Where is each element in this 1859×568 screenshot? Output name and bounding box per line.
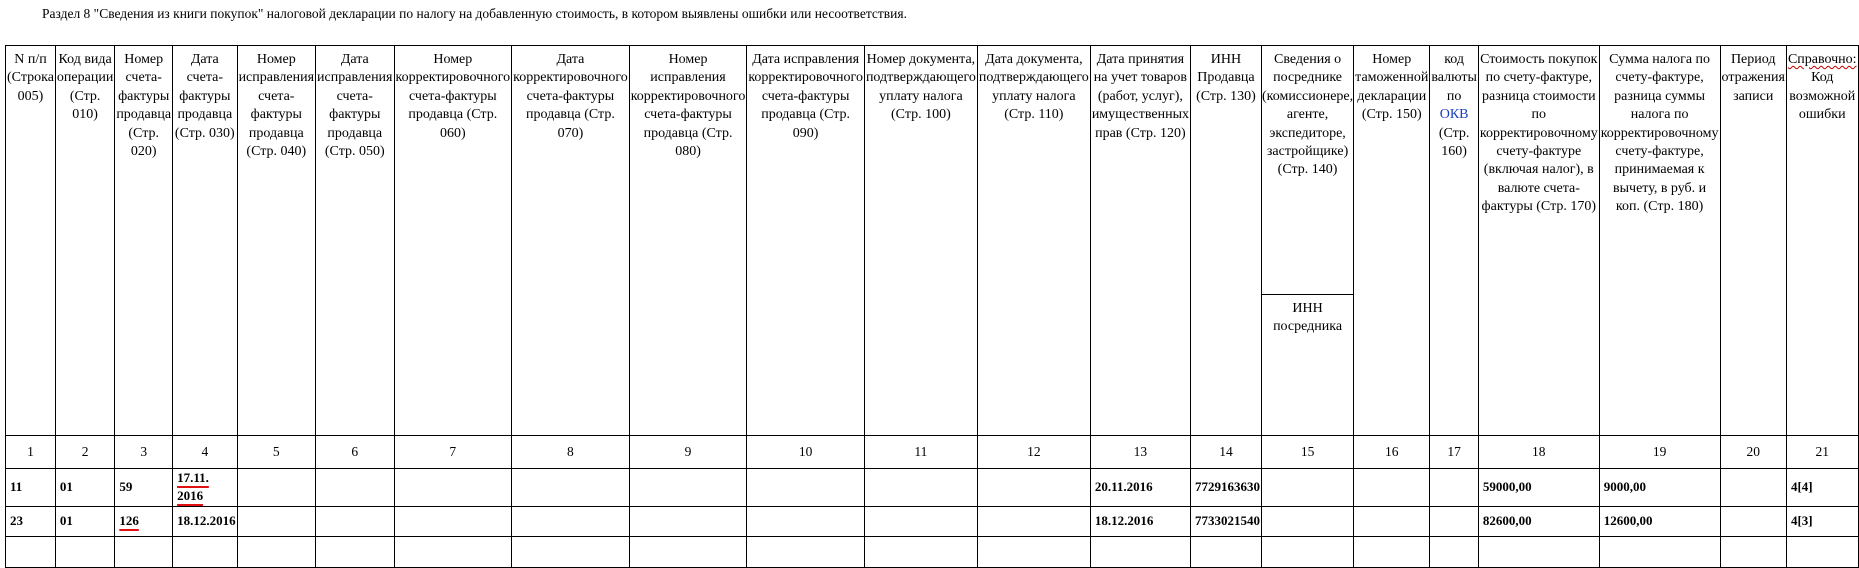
empty-cell — [747, 469, 865, 507]
empty-cell — [864, 506, 977, 536]
header-cell: Номер документа, подтверждающего уплату налога (Стр. 100) — [864, 46, 977, 436]
tax-cell: 9000,00 — [1599, 469, 1720, 507]
empty-cell — [1430, 506, 1479, 536]
intermediary-inn-header: ИНН посредника — [1273, 301, 1343, 335]
currency-label: код валюты по — [1431, 52, 1477, 104]
header-cell: N п/п (Строка 005) — [6, 46, 56, 436]
invoice-date-cell — [173, 469, 238, 507]
tax-cell: 12600,00 — [1599, 506, 1720, 536]
header-cell-intermediary — [1261, 46, 1353, 436]
empty-cell — [1786, 536, 1858, 567]
cost-cell: 59000,00 — [1478, 469, 1599, 507]
header-cell: Дата корректировочного счета-фактуры продавца (Стр. 070) — [512, 46, 630, 436]
empty-cell — [977, 536, 1090, 567]
column-number: 6 — [316, 436, 394, 469]
purchase-book-table — [5, 45, 1859, 568]
empty-cell — [237, 469, 315, 507]
header-cell: Дата документа, подтверждающего уплату налога (Стр. 110) — [977, 46, 1090, 436]
header-cell: Номер исправления корректировочного счета-фактуры продавца (Стр. 080) — [629, 46, 747, 436]
header-cell: Дата счета-фактуры продавца (Стр. 030) — [173, 46, 238, 436]
row-number-cell: 11 — [6, 469, 56, 507]
header-cell-currency — [1430, 46, 1479, 436]
column-number: 17 — [1430, 436, 1479, 469]
table-row — [6, 469, 1859, 507]
invoice-number-value: 126 — [119, 513, 139, 529]
empty-cell — [394, 536, 512, 567]
header-cell: Код вида операции (Стр. 010) — [55, 46, 114, 436]
header-cell: Дата исправления корректировочного счета-фактуры продавца (Стр. 090) — [747, 46, 865, 436]
header-cell: Период отражения записи — [1720, 46, 1786, 436]
empty-cell — [316, 536, 394, 567]
accept-date-cell: 18.12.2016 — [1090, 506, 1190, 536]
empty-cell — [316, 469, 394, 507]
empty-cell — [1430, 469, 1479, 507]
seller-inn-cell: 7729163630 — [1190, 469, 1261, 507]
row-number-cell: 23 — [6, 506, 56, 536]
okv-link[interactable]: ОКВ — [1439, 107, 1469, 123]
invoice-date-cell: 18.12.2016 — [173, 506, 238, 536]
header-cell: Дата принятия на учет товаров (работ, услуг), имущественных прав (Стр. 120) — [1090, 46, 1190, 436]
empty-cell — [55, 536, 114, 567]
empty-cell — [394, 469, 512, 507]
column-number: 11 — [864, 436, 977, 469]
empty-row — [6, 536, 1859, 567]
empty-cell — [1261, 506, 1353, 536]
empty-cell — [1599, 536, 1720, 567]
empty-cell — [512, 469, 630, 507]
header-cell: Сумма налога по счету-фактуре, разница суммы налога по корректировочному счету-фактуре, принимаемая к вычету, в руб. и коп. (Стр. 180) — [1599, 46, 1720, 436]
column-number: 19 — [1599, 436, 1720, 469]
empty-cell — [1720, 536, 1786, 567]
column-number: 20 — [1720, 436, 1786, 469]
header-cell: Номер таможенной декларации (Стр. 150) — [1354, 46, 1430, 436]
empty-cell — [629, 469, 747, 507]
empty-cell — [629, 506, 747, 536]
header-cell: Номер исправления счета-фактуры продавца (Стр. 040) — [237, 46, 315, 436]
column-number: 7 — [394, 436, 512, 469]
column-number: 13 — [1090, 436, 1190, 469]
empty-cell — [1720, 469, 1786, 507]
operation-code-cell: 01 — [55, 506, 114, 536]
column-number: 5 — [237, 436, 315, 469]
header-row — [6, 46, 1859, 436]
error-code-cell: 4[3] — [1786, 506, 1858, 536]
empty-cell — [864, 469, 977, 507]
empty-cell — [629, 536, 747, 567]
cost-cell: 82600,00 — [1478, 506, 1599, 536]
empty-cell — [1090, 536, 1190, 567]
column-number: 18 — [1478, 436, 1599, 469]
column-number: 10 — [747, 436, 865, 469]
currency-line-ref: (Стр. 160) — [1438, 125, 1470, 160]
empty-cell — [1354, 469, 1430, 507]
empty-cell — [1354, 536, 1430, 567]
empty-cell — [1478, 536, 1599, 567]
empty-cell — [316, 506, 394, 536]
empty-cell — [747, 536, 865, 567]
empty-cell — [115, 536, 173, 567]
empty-cell — [394, 506, 512, 536]
column-number-row — [6, 436, 1859, 469]
empty-cell — [864, 536, 977, 567]
empty-cell — [237, 536, 315, 567]
empty-cell — [1190, 536, 1261, 567]
operation-code-cell: 01 — [55, 469, 114, 507]
empty-cell — [747, 506, 865, 536]
accept-date-cell: 20.11.2016 — [1090, 469, 1190, 507]
empty-cell — [977, 469, 1090, 507]
empty-cell — [1261, 536, 1353, 567]
intermediary-info-header: Сведения о посреднике (комиссионере, агенте, экспедиторе, застройщике) (Стр. 140) — [1262, 46, 1353, 295]
empty-cell — [237, 506, 315, 536]
empty-cell — [512, 536, 630, 567]
empty-cell — [1430, 536, 1479, 567]
column-number: 21 — [1786, 436, 1858, 469]
table-row — [6, 506, 1859, 536]
empty-cell — [1261, 469, 1353, 507]
invoice-date-value: 17.11. 2016 — [177, 470, 209, 504]
invoice-number-cell — [115, 506, 173, 536]
empty-cell — [977, 506, 1090, 536]
seller-inn-cell: 7733021540 — [1190, 506, 1261, 536]
header-cell-error-code — [1786, 46, 1858, 436]
section-title: Раздел 8 "Сведения из книги покупок" налоговой декларации по налогу на добавленную стоимость, в котором выявлены ошибки или несоответствия. — [42, 6, 907, 21]
column-number: 4 — [173, 436, 238, 469]
empty-cell — [173, 536, 238, 567]
column-number: 8 — [512, 436, 630, 469]
invoice-number-cell: 59 — [115, 469, 173, 507]
purchase-book-table-wrapper — [5, 45, 1859, 568]
header-cell: Номер счета-фактуры продавца (Стр. 020) — [115, 46, 173, 436]
empty-cell — [512, 506, 630, 536]
column-number: 16 — [1354, 436, 1430, 469]
error-code-cell: 4[4] — [1786, 469, 1858, 507]
column-number: 2 — [55, 436, 114, 469]
header-cell: Дата исправления счета-фактуры продавца (Стр. 050) — [316, 46, 394, 436]
empty-cell — [1720, 506, 1786, 536]
empty-cell — [1354, 506, 1430, 536]
header-cell: Номер корректировочного счета-фактуры продавца (Стр. 060) — [394, 46, 512, 436]
column-number: 1 — [6, 436, 56, 469]
error-code-label: Код возможной ошибки — [1789, 70, 1856, 123]
column-number: 9 — [629, 436, 747, 469]
column-number: 3 — [115, 436, 173, 469]
header-cell: Стоимость покупок по счету-фактуре, разница стоимости по корректировочному счету-фактуре (включая налог), в валюте счета-фактуры (Стр. 170) — [1478, 46, 1599, 436]
reference-label: Справочно: — [1787, 52, 1857, 67]
header-cell: ИНН Продавца (Стр. 130) — [1190, 46, 1261, 436]
column-number: 15 — [1261, 436, 1353, 469]
empty-cell — [6, 536, 56, 567]
column-number: 14 — [1190, 436, 1261, 469]
column-number: 12 — [977, 436, 1090, 469]
